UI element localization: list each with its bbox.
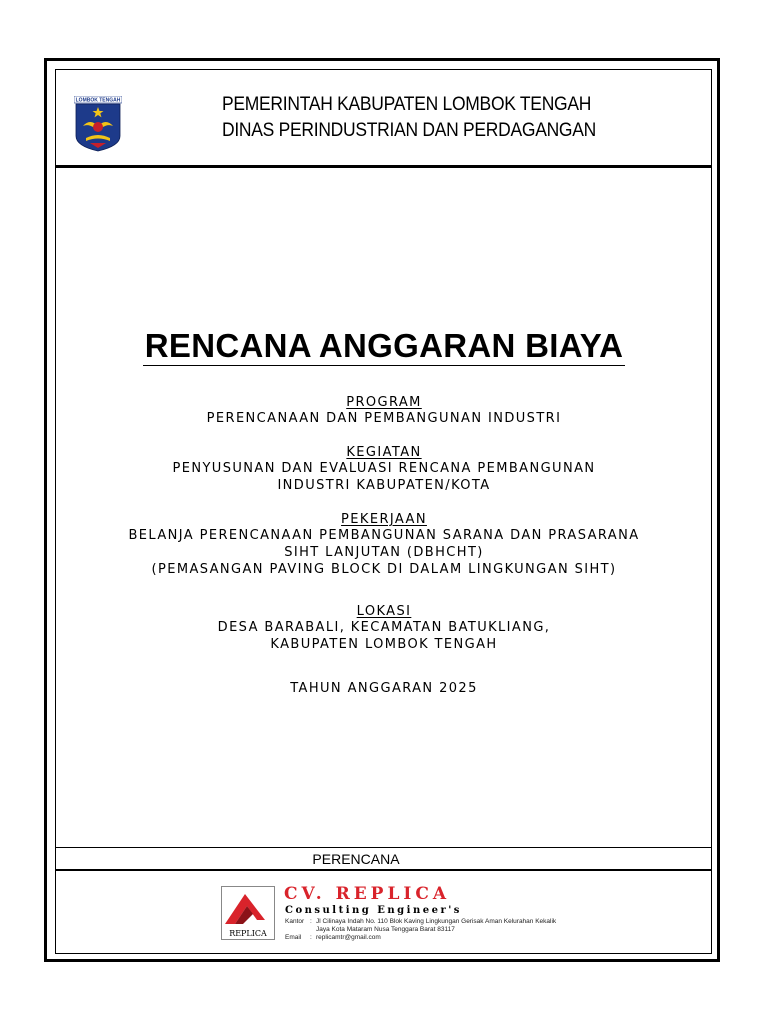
document-title-text: RENCANA ANGGARAN BIAYA bbox=[144, 327, 624, 364]
header-department-name: DINAS PERINDUSTRIAN DAN PERDAGANGAN bbox=[222, 120, 596, 141]
tahun-anggaran: TAHUN ANGGARAN 2025 bbox=[290, 681, 478, 696]
kantor-address-line-1: Jl Cilinaya Indah No. 110 Blok Kaving Lingkungan Gerisak Aman Kelurahan Kekalik bbox=[316, 918, 557, 925]
kegiatan-line-1: PENYUSUNAN DAN EVALUASI RENCANA PEMBANGUNAN bbox=[172, 461, 596, 476]
header-government-name: PEMERINTAH KABUPATEN LOMBOK TENGAH bbox=[222, 94, 592, 115]
email-address: replicamtr@gmail.com bbox=[316, 934, 381, 941]
pekerjaan-line-3: (PEMASANGAN PAVING BLOCK DI DALAM LINGKUNGAN SIHT) bbox=[151, 562, 617, 577]
kegiatan-label-row bbox=[0, 445, 768, 461]
kantor-address-line-2: Jaya Kota Mataram Nusa Tenggara Barat 83117 bbox=[316, 926, 455, 933]
footer-divider-mid bbox=[55, 869, 712, 871]
email-label: Email bbox=[285, 934, 302, 941]
pekerjaan-label: PEKERJAAN bbox=[341, 512, 427, 527]
lokasi-label-row bbox=[0, 604, 768, 620]
document-title bbox=[0, 327, 768, 366]
company-name: CV. REPLICA bbox=[284, 884, 451, 904]
lombok-tengah-emblem-icon bbox=[74, 96, 122, 152]
pekerjaan-label-row bbox=[0, 512, 768, 528]
email-separator: : bbox=[310, 934, 312, 941]
header-divider bbox=[55, 165, 712, 168]
program-label-row bbox=[0, 395, 768, 411]
program-label: PROGRAM bbox=[346, 395, 422, 410]
pekerjaan-line-1: BELANJA PERENCANAAN PEMBANGUNAN SARANA DAN PRASARANA bbox=[128, 528, 640, 543]
company-logo-label: REPLICA bbox=[229, 929, 267, 938]
kantor-label: Kantor bbox=[285, 918, 305, 925]
kantor-separator: : bbox=[310, 918, 312, 925]
footer-divider-top bbox=[55, 847, 712, 848]
kegiatan-label: KEGIATAN bbox=[346, 445, 422, 460]
lokasi-label: LOKASI bbox=[356, 604, 412, 619]
emblem-label: LOMBOK TENGAH bbox=[75, 97, 121, 104]
replica-company-logo-icon bbox=[221, 886, 275, 940]
kegiatan-line-2: INDUSTRI KABUPATEN/KOTA bbox=[277, 478, 491, 493]
pekerjaan-line-2: SIHT LANJUTAN (DBHCHT) bbox=[284, 545, 484, 560]
lokasi-line-2: KABUPATEN LOMBOK TENGAH bbox=[270, 637, 498, 652]
perencana-label: PERENCANA bbox=[312, 851, 400, 867]
program-value: PERENCANAAN DAN PEMBANGUNAN INDUSTRI bbox=[206, 411, 562, 426]
company-subtitle: Consulting Engineer's bbox=[285, 905, 462, 916]
lokasi-line-1: DESA BARABALI, KECAMATAN BATUKLIANG, bbox=[217, 620, 551, 635]
